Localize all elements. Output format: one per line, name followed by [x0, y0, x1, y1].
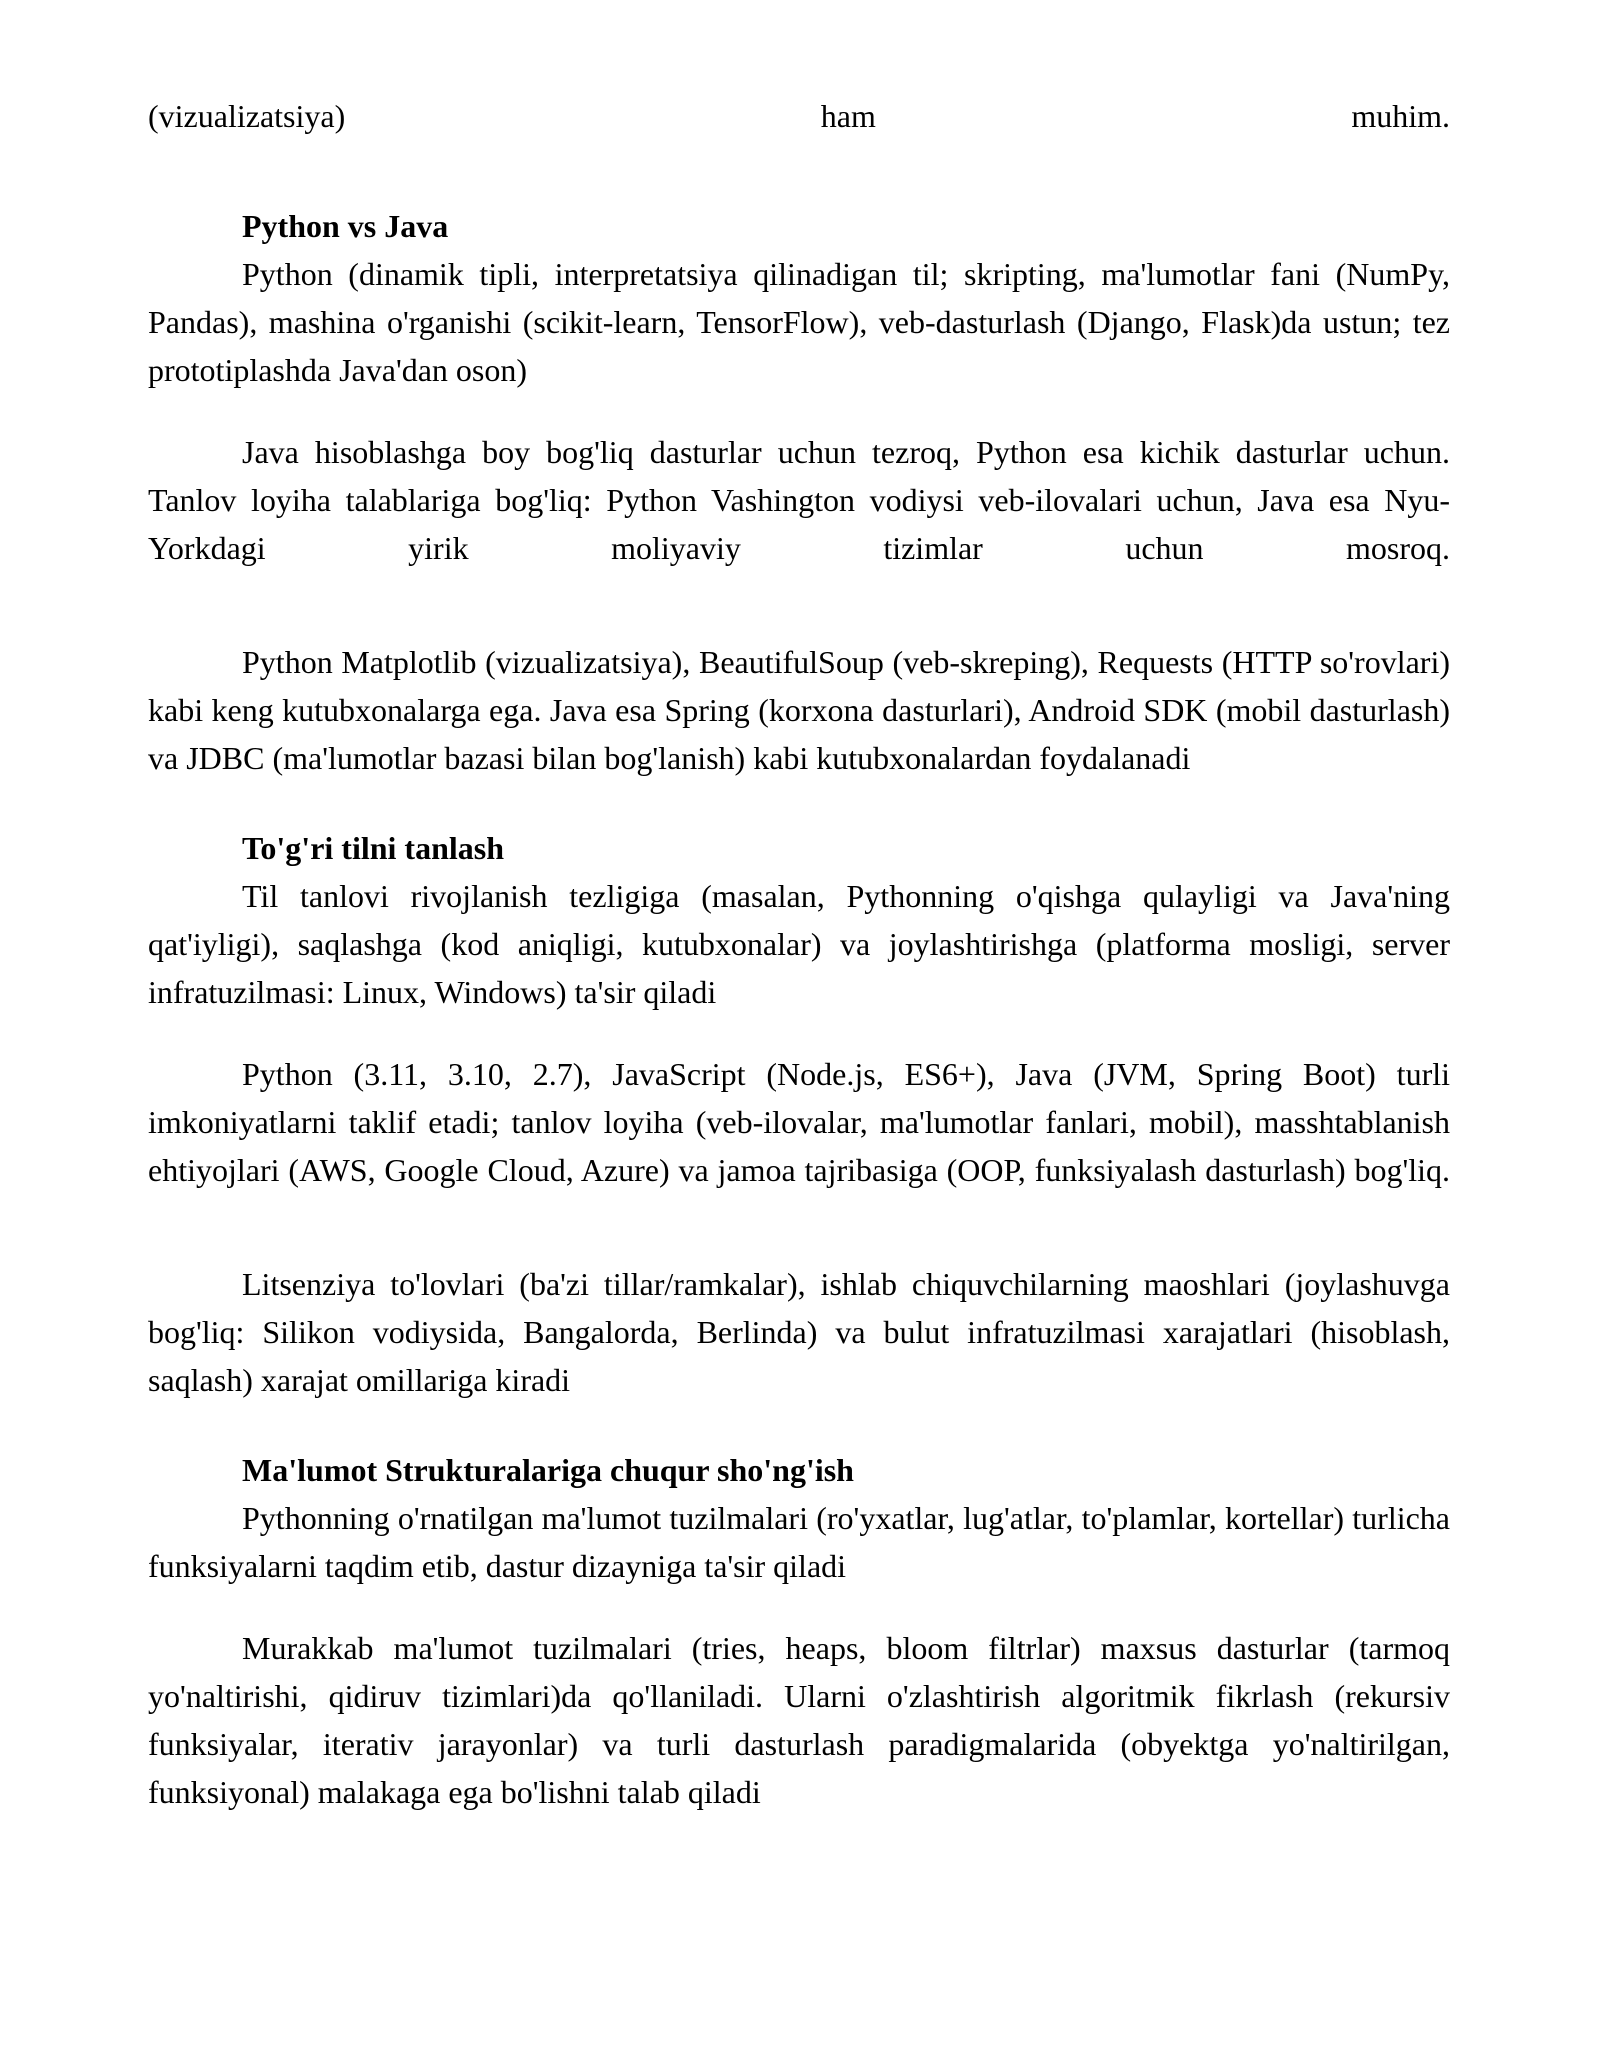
document-page [148, 92, 1450, 1816]
paragraph: Pythonning o'rnatilgan ma'lumot tuzilmalari (ro'yxatlar, lug'atlar, to'plamlar, kortellar) turlicha funksiyalarni taqdim etib, dastur dizayniga ta'sir qiladi [148, 1500, 1450, 1584]
section-heading-python-vs-java: Python vs Java [242, 208, 449, 244]
section-heading-data-structures: Ma'lumot Strukturalariga chuqur sho'ng'ish [242, 1452, 854, 1488]
paragraph: Python (3.11, 3.10, 2.7), JavaScript (Node.js, ES6+), Java (JVM, Spring Boot) turli imkoniyatlarni taklif etadi; tanlov loyiha (veb-ilovalar, ma'lumotlar fanlari, mobil), masshtablanish ehtiyojlari (AWS, Google Cloud, Azure) va jamoa tajribasiga (OOP, funksiyalash dasturlash) bog'liq. [148, 1056, 1450, 1188]
paragraph: Python Matplotlib (vizualizatsiya), BeautifulSoup (veb-skreping), Requests (HTTP so'rovlari) kabi keng kutubxonalarga ega. Java esa Spring (korxona dasturlari), Android SDK (mobil dasturlash) va JDBC (ma'lumotlar bazasi bilan bog'lanish) kabi kutubxonalardan foydalanadi [148, 644, 1450, 776]
paragraph: Til tanlovi rivojlanish tezligiga (masalan, Pythonning o'qishga qulayligi va Java'ning qat'iyligi), saqlashga (kod aniqligi, kutubxonalar) va joylashtirishga (platforma mosligi, server infratuzilmasi: Linux, Windows) ta'sir qiladi [148, 878, 1450, 1010]
paragraph: Murakkab ma'lumot tuzilmalari (tries, heaps, bloom filtrlar) maxsus dasturlar (tarmoq yo'naltirishi, qidiruv tizimlari)da qo'llaniladi. Ularni o'zlashtirish algoritmik fikrlash (rekursiv funksiyalar, iterativ jarayonlar) va turli dasturlash paradigmalarida (obyektga yo'naltirilgan, funksiyonal) malakaga ega bo'lishni talab qiladi [148, 1630, 1450, 1810]
continuation-line: (vizualizatsiya) ham muhim. [148, 98, 1450, 134]
paragraph: Java hisoblashga boy bog'liq dasturlar uchun tezroq, Python esa kichik dasturlar uchun. Tanlov loyiha talablariga bog'liq: Python Vashington vodiysi veb-ilovalari uchun, Java esa Nyu-Yorkdagi yirik moliyaviy tizimlar uchun mosroq. [148, 434, 1450, 566]
paragraph: Litsenziya to'lovlari (ba'zi tillar/ramkalar), ishlab chiquvchilarning maoshlari (joylashuvga bog'liq: Silikon vodiysida, Bangalorda, Berlinda) va bulut infratuzilmasi xarajatlari (hisoblash, saqlash) xarajat omillariga kiradi [148, 1266, 1450, 1398]
section-heading-choosing-language: To'g'ri tilni tanlash [242, 830, 504, 866]
paragraph: Python (dinamik tipli, interpretatsiya qilinadigan til; skripting, ma'lumotlar fani (NumPy, Pandas), mashina o'rganishi (scikit-learn, TensorFlow), veb-dasturlash (Django, Flask)da ustun; tez prototiplashda Java'dan oson) [148, 256, 1450, 388]
